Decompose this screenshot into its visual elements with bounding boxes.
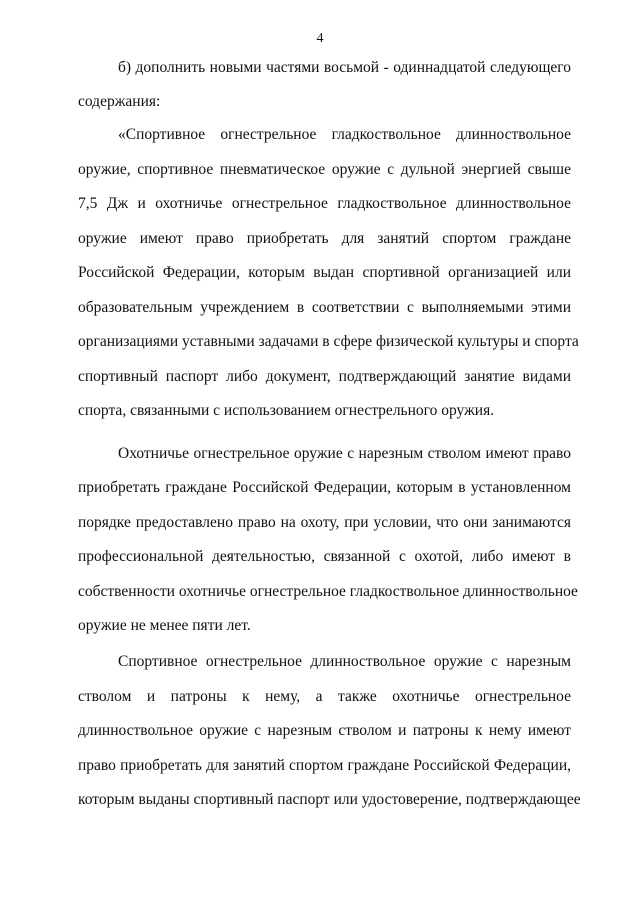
text-line: Российской Федерации, которым выдан спортивной организацией или bbox=[78, 264, 571, 281]
text-line: право приобретать для занятий спортом граждане Российской Федерации, bbox=[78, 757, 571, 774]
text-line: собственности охотничье огнестрельное гладкоствольное длинноствольное bbox=[78, 583, 578, 600]
text-line: оружие имеют право приобретать для занятий спортом граждане bbox=[78, 230, 571, 247]
text-line: стволом и патроны к нему, а также охотничье огнестрельное bbox=[78, 688, 571, 705]
text-line: спортивный паспорт либо документ, подтверждающий занятие видами bbox=[78, 368, 571, 385]
text-line: приобретать граждане Российской Федерации, которым в установленном bbox=[78, 479, 571, 496]
text-line: оружие не менее пяти лет. bbox=[78, 617, 251, 634]
text-line: спорта, связанными с использованием огнестрельного оружия. bbox=[78, 402, 495, 419]
text-line: б) дополнить новыми частями восьмой - одиннадцатой следующего bbox=[118, 59, 571, 76]
page-number: 4 bbox=[316, 31, 324, 46]
text-line: 7,5 Дж и охотничье огнестрельное гладкоствольное длинноствольное bbox=[78, 195, 571, 212]
text-line: организациями уставными задачами в сфере физической культуры и спорта bbox=[78, 333, 579, 350]
text-line: которым выданы спортивный паспорт или удостоверение, подтверждающее bbox=[78, 791, 581, 808]
text-line: содержания: bbox=[78, 93, 161, 110]
text-line: Охотничье огнестрельное оружие с нарезным стволом имеют право bbox=[118, 445, 571, 462]
text-line: профессиональной деятельностью, связанной с охотой, либо имеют в bbox=[78, 548, 571, 565]
text-line: образовательным учреждением в соответствии с выполняемыми этими bbox=[78, 299, 571, 316]
text-line: порядке предоставлено право на охоту, при условии, что они занимаются bbox=[78, 514, 571, 531]
text-line: Спортивное огнестрельное длинноствольное оружие с нарезным bbox=[118, 653, 571, 670]
text-line: оружие, спортивное пневматическое оружие с дульной энергией свыше bbox=[78, 161, 571, 178]
text-line: «Спортивное огнестрельное гладкоствольное длинноствольное bbox=[118, 126, 571, 143]
text-line: длинноствольное оружие с нарезным стволом и патроны к нему имеют bbox=[78, 722, 571, 739]
